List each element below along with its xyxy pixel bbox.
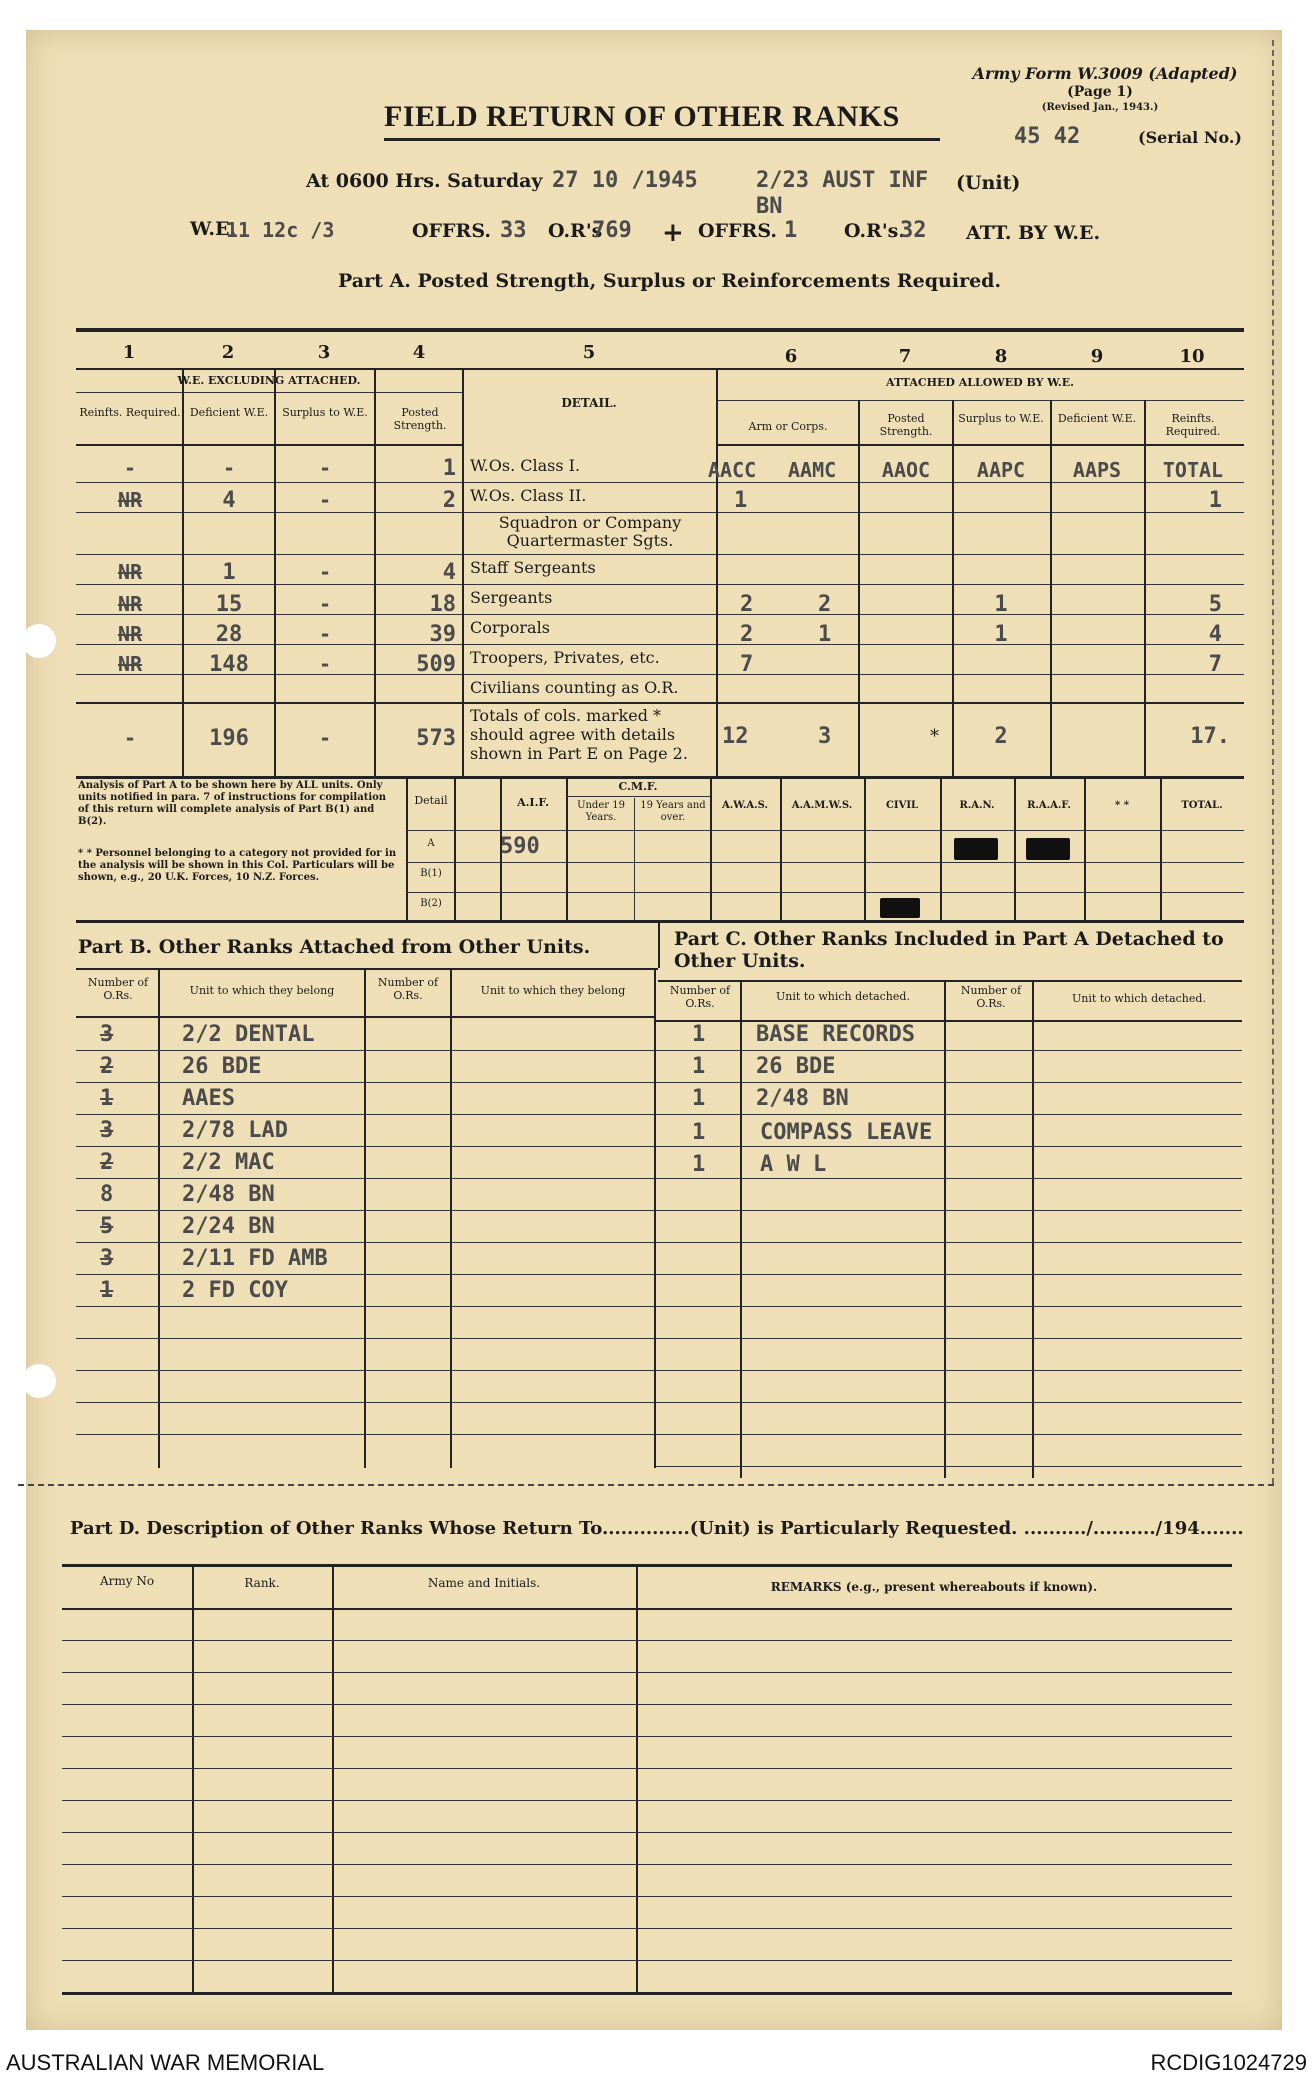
col-rule: [566, 776, 568, 920]
b-row-unit: 2 FD COY: [182, 1278, 288, 1303]
part-d-top-rule: [62, 1564, 1232, 1567]
at-label: At 0600 Hrs. Saturday: [306, 170, 543, 192]
civil-header: CIVIL: [885, 800, 919, 811]
row-rule: [656, 1466, 1242, 1467]
c-row-unit: 26 BDE: [756, 1054, 836, 1079]
col-number: 1: [122, 342, 136, 363]
offrs2-value: 1: [784, 218, 798, 243]
att-deficient-header: Deficient W.E.: [1057, 412, 1137, 425]
row-rule: [62, 1864, 1232, 1865]
offrs2-label: OFFRS.: [698, 220, 777, 242]
cell-value: NR: [117, 560, 143, 584]
c-row-count: 1: [692, 1054, 706, 1079]
ran-header: R.A.N.: [959, 800, 995, 811]
att-value: AAPS: [1072, 458, 1122, 482]
cell-value: 18: [429, 592, 456, 617]
row-rule: [656, 1306, 1242, 1307]
revised-label: (Revised Jan., 1943.): [1041, 102, 1159, 113]
cell-value: 2: [442, 488, 456, 513]
other-category-header: * *: [1115, 800, 1129, 811]
col-rule: [1032, 980, 1034, 1478]
col-rule: [864, 776, 866, 920]
arm-corps-header: Arm or Corps.: [748, 420, 828, 433]
col-rule: [454, 776, 456, 920]
detail-corporals: Corporals: [470, 618, 550, 637]
row-rule: [656, 1242, 1242, 1243]
analysis-rule: [406, 892, 1244, 893]
att-total: 2: [994, 724, 1008, 749]
cell-value: NR: [117, 652, 143, 676]
row-rule: [656, 1146, 1242, 1147]
b-row-unit: 2/2 MAC: [182, 1150, 275, 1175]
remarks-header: REMARKS (e.g., present whereabouts if known).: [770, 1580, 1098, 1594]
col-rule: [634, 798, 635, 920]
row-rule: [76, 482, 1244, 483]
att-value: AAPC: [976, 458, 1026, 482]
c-num2-header: Number of O.Rs.: [960, 984, 1022, 1010]
c-row-unit: BASE RECORDS: [756, 1022, 915, 1047]
cell-value: NR: [117, 622, 143, 646]
cell-value: 39: [429, 622, 456, 647]
aif-header: A.I.F.: [517, 796, 549, 809]
row-rule: [76, 1082, 654, 1083]
b-num-header: Number of O.Rs.: [87, 976, 149, 1002]
surplus-we-header: Surplus to W.E.: [282, 406, 368, 419]
detail-wo-class-1: W.Os. Class I.: [470, 456, 581, 475]
detail-troopers: Troopers, Privates, etc.: [470, 648, 660, 667]
row-rule: [62, 1832, 1232, 1833]
col-rule: [1084, 776, 1086, 920]
row-rule: [62, 1704, 1232, 1705]
cell-value: -: [318, 488, 332, 512]
under19-header: Under 19 Years.: [577, 800, 625, 823]
row-rule: [76, 1114, 654, 1115]
c-row-unit: COMPASS LEAVE: [760, 1120, 933, 1145]
date-value: 27 10 /1945: [552, 168, 698, 193]
col-rule: [462, 368, 464, 776]
b-row-unit: AAES: [182, 1086, 235, 1111]
b-row-unit: 2/2 DENTAL: [182, 1022, 315, 1047]
ors2-label: O.R's.: [844, 220, 905, 242]
col-number: 10: [1179, 346, 1205, 367]
c-row-unit: A W L: [760, 1152, 827, 1177]
row-rule: [62, 1672, 1232, 1673]
col-rule: [1050, 400, 1052, 776]
raaf-header: R.A.A.F.: [1027, 800, 1071, 811]
b-unit-header: Unit to which they belong: [189, 984, 335, 997]
b-num2-header: Number of O.Rs.: [377, 976, 439, 1002]
total-value: 573: [416, 726, 456, 751]
b-row-count: 1: [100, 1086, 114, 1111]
col-rule: [940, 776, 942, 920]
c-row-count: 1: [692, 1086, 706, 1111]
col-rule: [450, 968, 452, 1468]
page-title: FIELD RETURN OF OTHER RANKS: [384, 100, 900, 133]
att-value: 1: [734, 488, 748, 513]
posted-strength-header: Posted Strength.: [393, 406, 447, 432]
row-rule: [656, 1402, 1242, 1403]
att-value: 7: [1208, 652, 1222, 677]
row-rule: [656, 1370, 1242, 1371]
c-num-header: Number of O.Rs.: [669, 984, 731, 1010]
col-rule: [740, 980, 742, 1478]
total-value: -: [123, 726, 137, 750]
cell-value: NR: [117, 592, 143, 616]
punch-hole: [22, 1364, 56, 1398]
b-row-count: 2: [100, 1054, 114, 1079]
punch-hole: [22, 624, 56, 658]
col-rule: [952, 400, 954, 776]
row-label-b2: B(2): [420, 898, 442, 909]
att-value: 5: [1208, 592, 1222, 617]
row-rule: [62, 1768, 1232, 1769]
col-number: 8: [994, 346, 1008, 367]
att-label: ATT. BY W.E.: [966, 222, 1101, 244]
arm-corps-value: AACC: [708, 458, 757, 482]
c-unit2-header: Unit to which detached.: [1072, 992, 1206, 1005]
row-rule: [76, 1306, 654, 1307]
analysis-bottom-rule: [76, 920, 1244, 923]
row-rule: [656, 1050, 1242, 1051]
att-value: TOTAL: [1162, 458, 1224, 482]
att-value: 2: [818, 592, 832, 617]
totals-bottom-rule: [76, 776, 1244, 779]
row-rule: [62, 1928, 1232, 1929]
detail-staff-sergeants: Staff Sergeants: [470, 558, 596, 577]
title-underline: [384, 138, 940, 141]
att-value: AAOC: [881, 458, 931, 482]
att-value: 1: [818, 622, 832, 647]
cell-value: 28: [215, 622, 243, 647]
offrs-label: OFFRS.: [412, 220, 491, 242]
cell-value: 4: [222, 488, 236, 513]
part-divider: [658, 920, 660, 968]
part-b-title: Part B. Other Ranks Attached from Other Units.: [78, 936, 591, 958]
att-posted-strength-header: Posted Strength.: [879, 412, 933, 438]
part-b-top-rule: [76, 968, 658, 970]
aif-a-value: 590: [500, 834, 540, 859]
row-rule: [656, 1274, 1242, 1275]
header-bottom-rule: [76, 444, 462, 446]
row-rule: [656, 1210, 1242, 1211]
b-row-count: 3: [100, 1022, 114, 1047]
att-total-star: *: [930, 726, 939, 747]
cell-value: -: [318, 622, 332, 646]
attached-allowed-label: ATTACHED ALLOWED BY W.E.: [886, 376, 1074, 389]
col-rule: [710, 776, 712, 920]
detail-totals: Totals of cols. marked * should agree with details shown in Part E on Page 2.: [470, 706, 688, 763]
row-rule: [76, 1338, 654, 1339]
col-rule: [858, 400, 860, 776]
row-rule: [76, 702, 1244, 704]
col-number: 3: [317, 342, 331, 363]
we-excl-rule: [76, 392, 462, 393]
row-rule: [62, 1608, 1232, 1610]
cell-value: 15: [215, 592, 243, 617]
c-unit-header: Unit to which detached.: [776, 990, 910, 1003]
part-a-title: Part A. Posted Strength, Surplus or Reinforcements Required.: [338, 270, 1002, 292]
att-value: 1: [994, 592, 1008, 617]
footer-id: RCDIG1024729: [1150, 2050, 1307, 2075]
detail-wo-class-2: W.Os. Class II.: [470, 486, 587, 505]
unit-value: 2/23 AUST INF BN: [756, 168, 929, 219]
b-row-unit: 2/78 LAD: [182, 1118, 288, 1143]
awas-header: A.W.A.S.: [722, 800, 768, 811]
att-value: 2: [740, 622, 754, 647]
b-row-count: 2: [100, 1150, 114, 1175]
plus-sign: +: [662, 218, 684, 248]
cell-value: 4: [442, 560, 456, 585]
row-rule: [76, 1242, 654, 1243]
cmf-rule: [566, 796, 710, 797]
b-row-count: 3: [100, 1118, 114, 1143]
attached-rule: [716, 400, 1244, 401]
row-rule: [62, 1800, 1232, 1801]
total-value: -: [318, 726, 332, 750]
att-reinfts-header: Reinfts. Required.: [1165, 412, 1221, 438]
att-total: 17.: [1190, 724, 1230, 749]
att-value: 7: [740, 652, 754, 677]
c-row-count: 1: [692, 1152, 706, 1177]
army-no-header: Army No: [99, 1574, 155, 1588]
part-c-top-rule: [658, 980, 1242, 982]
row-rule: [656, 1434, 1242, 1435]
cmf-header: C.M.F.: [618, 780, 658, 793]
col-rule: [716, 368, 718, 776]
redaction-mark: [954, 838, 998, 860]
we-excluding-label: W.E. EXCLUDING ATTACHED.: [177, 374, 361, 387]
row-rule: [62, 1960, 1232, 1961]
redaction-mark: [880, 898, 920, 918]
row-rule: [76, 554, 1244, 555]
detail-civilians: Civilians counting as O.R.: [470, 678, 679, 697]
page-label: (Page 1): [1067, 84, 1133, 100]
we-value: 11 12c /3: [226, 218, 335, 242]
ors2-value: 32: [900, 218, 927, 243]
col-number: 4: [412, 342, 426, 363]
att-value: 1: [994, 622, 1008, 647]
footer-credit: AUSTRALIAN WAR MEMORIAL: [6, 2050, 325, 2075]
b-row-count: 8: [100, 1182, 114, 1207]
army-form-label: Army Form W.3009 (Adapted): [972, 64, 1238, 83]
col-rule: [780, 776, 782, 920]
cell-value: 509: [416, 652, 456, 677]
cell-value: 1: [442, 456, 456, 481]
name-initials-header: Name and Initials.: [427, 1576, 541, 1590]
b-row-unit: 2/24 BN: [182, 1214, 275, 1239]
offrs-value: 33: [500, 218, 527, 243]
cell-value: -: [318, 592, 332, 616]
analysis-rule: [406, 830, 1244, 831]
col-number: 2: [221, 342, 235, 363]
arm-corps-value: AAMC: [788, 458, 837, 482]
analysis-note: Analysis of Part A to be shown here by ALL units. Only units notified in para. 7 of instructions for compilation of this return will complete analysis of Part B(1) and B(2).: [78, 780, 387, 827]
cell-value: -: [318, 652, 332, 676]
col-rule: [1160, 776, 1162, 920]
row-rule: [76, 1434, 654, 1435]
row-rule: [62, 1736, 1232, 1737]
row-label-a: A: [427, 838, 435, 849]
col-number: 9: [1090, 346, 1104, 367]
part-d-bottom-rule: [62, 1992, 1232, 1995]
rank-header: Rank.: [244, 1576, 280, 1590]
redaction-mark: [1026, 838, 1070, 860]
detail-sergeants: Sergeants: [470, 588, 553, 607]
col-number: 6: [784, 346, 798, 367]
row-rule: [62, 1640, 1232, 1641]
part-d-title: Part D. Description of Other Ranks Whose Return To..............(Unit) is Particularly Requested. ........../........../194.......: [70, 1518, 1244, 1539]
tear-line: [18, 1484, 1274, 1486]
analysis-note-categories: * * Personnel belonging to a category not provided for in the analysis will be shown in this Col. Particulars will be shown, e.g., 20 U.K. Forces, 10 N.Z. Forces.: [78, 848, 397, 883]
header-bottom-rule: [716, 444, 1244, 446]
cell-value: 148: [209, 652, 249, 677]
row-rule: [656, 1114, 1242, 1115]
cell-value: -: [123, 456, 137, 480]
col-number: 7: [898, 346, 912, 367]
b-row-unit: 2/48 BN: [182, 1182, 275, 1207]
b-row-count: 5: [100, 1214, 114, 1239]
total-value: 196: [209, 726, 249, 751]
ors-label: O.R's: [548, 220, 603, 242]
col-rule: [1144, 400, 1146, 776]
row-rule: [656, 1338, 1242, 1339]
row-rule: [76, 1274, 654, 1275]
row-rule: [76, 1210, 654, 1211]
b-row-count: 1: [100, 1278, 114, 1303]
detail-quartermaster: Squadron or Company Quartermaster Sgts.: [498, 513, 682, 550]
row-rule: [76, 1178, 654, 1179]
over19-header: 19 Years and over.: [640, 800, 706, 823]
row-rule: [76, 1146, 654, 1147]
b-unit2-header: Unit to which they belong: [480, 984, 626, 997]
part-c-title: Part C. Other Ranks Included in Part A Detached to Other Units.: [674, 928, 1224, 972]
cell-value: -: [222, 456, 236, 480]
ors-value: 769: [592, 218, 632, 243]
c-row-count: 1: [692, 1120, 706, 1145]
row-rule: [76, 1016, 654, 1018]
serial-number: 45 42: [1014, 124, 1081, 149]
col-number: 5: [582, 342, 596, 363]
unit-label: (Unit): [956, 172, 1021, 194]
row-label-b1: B(1): [420, 868, 442, 879]
row-rule: [656, 1020, 1242, 1022]
col-rule: [1014, 776, 1016, 920]
c-row-unit: 2/48 BN: [756, 1086, 849, 1111]
row-rule: [76, 1402, 654, 1403]
row-rule: [656, 1082, 1242, 1083]
part-a-top-rule: [76, 328, 1244, 332]
att-surplus-header: Surplus to W.E.: [958, 412, 1044, 425]
att-value: 4: [1208, 622, 1222, 647]
reinfts-required-header: Reinfts. Required.: [79, 406, 181, 419]
col-rule: [654, 968, 656, 1468]
row-rule: [62, 1896, 1232, 1897]
att-total: 3: [818, 724, 832, 749]
tear-line-vertical: [1272, 40, 1274, 1484]
att-total: 12: [722, 724, 749, 749]
b-row-unit: 2/11 FD AMB: [182, 1246, 328, 1271]
b-row-unit: 26 BDE: [182, 1054, 262, 1079]
col-rule: [158, 968, 160, 1468]
serial-label: (Serial No.): [1138, 128, 1242, 147]
cell-value: 1: [222, 560, 236, 585]
aamws-header: A.A.M.W.S.: [791, 800, 853, 811]
cell-value: -: [318, 456, 332, 480]
b-row-count: 3: [100, 1246, 114, 1271]
cell-value: -: [318, 560, 332, 584]
col-rule: [944, 980, 946, 1478]
detail-col-header: Detail: [414, 794, 448, 807]
row-rule: [76, 1050, 654, 1051]
row-rule: [656, 1178, 1242, 1179]
att-value: 1: [1208, 488, 1222, 513]
deficient-we-header: Deficient W.E.: [189, 406, 269, 419]
detail-header: DETAIL.: [561, 396, 617, 410]
cell-value: NR: [117, 488, 143, 512]
col-rule: [364, 968, 366, 1468]
att-value: 2: [740, 592, 754, 617]
we-label: W.E.: [190, 218, 237, 240]
c-row-count: 1: [692, 1022, 706, 1047]
row-rule: [76, 1370, 654, 1371]
analysis-total-header: TOTAL.: [1181, 800, 1223, 811]
analysis-rule: [406, 862, 1244, 863]
